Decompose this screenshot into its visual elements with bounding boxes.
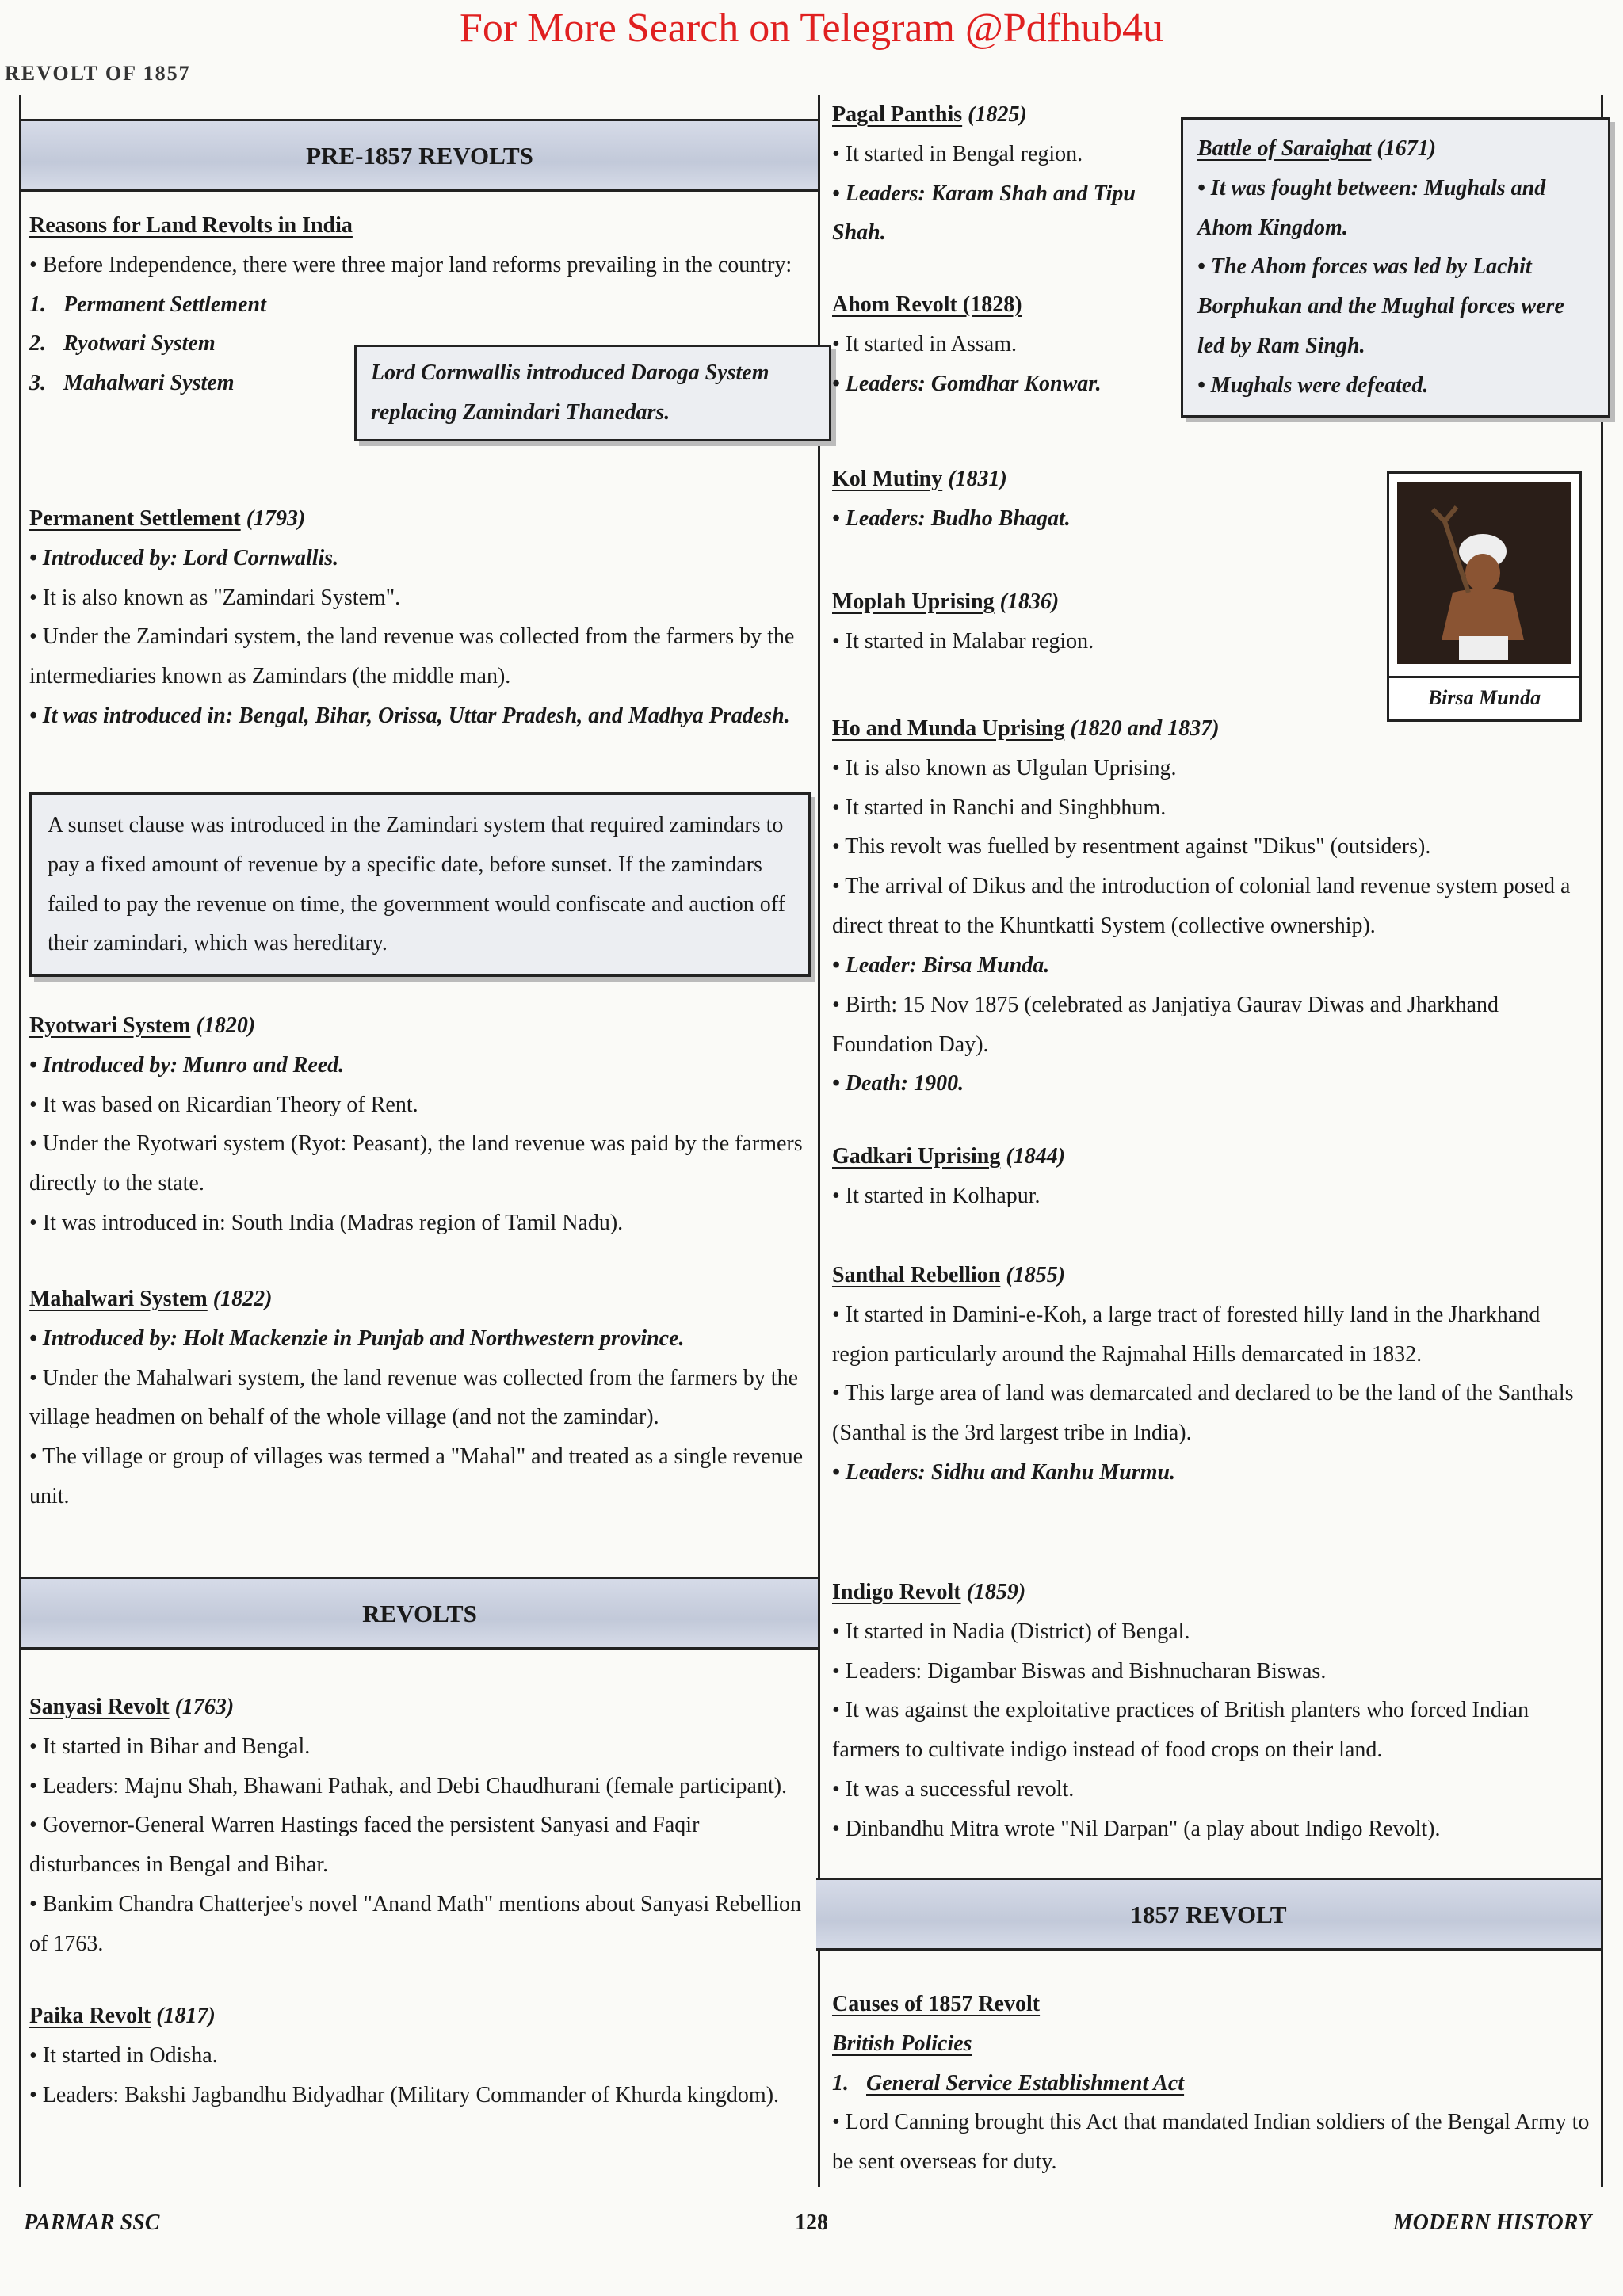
bullet: • It was against the exploitative practices of British planters who forced Indian farmers to cultivate indigo instead of food crops on their land.: [832, 1698, 1529, 1763]
bullet: • Leaders: Majnu Shah, Bhawani Pathak, and Debi Chaudhurani (female participant).: [29, 1773, 788, 1798]
bullet: • It was introduced in: Bengal, Bihar, Orissa, Uttar Pradesh, and Madhya Pradesh.: [29, 704, 790, 729]
bullet: • It started in Damini-e-Koh, a large tract of forested hilly land in the Jharkhand region particularly around the Rajmahal Hills demarcated in 1832.: [832, 1302, 1541, 1367]
footer-subject: MODERN HISTORY: [1392, 2210, 1591, 2235]
bullet: • It started in Ranchi and Singhbhum.: [832, 795, 1167, 820]
sunset-clause-box: A sunset clause was introduced in the Zamindari system that required zamindars to pay a fixed amount of revenue by a specific date, before sunset. If the zamindars failed to pay the revenue on time, the government would confiscate and auction off their zamindari, which was hereditary.: [29, 792, 811, 977]
bullet: • It was based on Ricardian Theory of Rent.: [29, 1092, 418, 1117]
bullet: • It is also known as Ulgulan Uprising.: [832, 755, 1177, 780]
bullet: • The arrival of Dikus and the introduction of colonial land revenue system posed a direct threat to the Khuntkatti System (collective ownership).: [832, 874, 1571, 939]
bullet: • The Ahom forces was led by Lachit Borphukan and the Mughal forces were led by Ram Singh.: [1197, 254, 1564, 359]
saraighat-box: Battle of Saraighat (1671) • It was fought between: Mughals and Ahom Kingdom. • The Ahom forces was led by Lachit Borphukan and the Mughal forces were led by Ram Singh. • Mughals were defeated.: [1181, 117, 1610, 418]
bullet: • It started in Kolhapur.: [832, 1183, 1041, 1208]
sanyasi-block: Sanyasi Revolt (1763) • It started in Bihar and Bengal. • Leaders: Majnu Shah, Bhawani Pathak, and Debi Chaudhurani (female participant). • Governor-General Warren Hastings faced the persistent Sanyasi and Faqir disturbances in Bengal and Bihar. • Bankim Chandra Chatterjee's novel "Anand Math" mentions about Sanyasi Rebellion of 1763.: [29, 1688, 814, 1964]
list-item: 3. Mahalwari System: [29, 371, 235, 396]
bullet: • Leaders: Digambar Biswas and Bishnucharan Biswas.: [832, 1658, 1327, 1684]
sanyasi-title: Sanyasi Revolt: [29, 1695, 170, 1719]
bullet: • It started in Odisha.: [29, 2042, 218, 2068]
bullet: • It started in Assam.: [832, 331, 1017, 357]
list-item: 2. Ryotwari System: [29, 331, 216, 357]
ahom-block: [832, 285, 1181, 403]
santhal-title: Santhal Rebellion: [832, 1263, 1001, 1287]
left-column: [19, 95, 820, 2187]
bullet: • It started in Bengal region.: [832, 141, 1083, 166]
santhal-block: Santhal Rebellion (1855) • It started in Damini-e-Koh, a large tract of forested hilly land in the Jharkhand region particularly around the Rajmahal Hills demarcated in 1832. • This large area of land was demarcated and declared to be the land of the Santhals (Santhal is the 3rd largest tribe in India). • Leaders: Sidhu and Kanhu Murmu.: [832, 1256, 1601, 1493]
bullet: • Leaders: Karam Shah and Tipu Shah.: [832, 181, 1136, 246]
saraighat-title: Battle of Saraighat: [1197, 136, 1372, 161]
bullet: • Leaders: Sidhu and Kanhu Murmu.: [832, 1460, 1176, 1486]
indigo-title: Indigo Revolt: [832, 1580, 961, 1604]
bullet: • Introduced by: Lord Cornwallis.: [29, 545, 339, 570]
cornwallis-note-box: Lord Cornwallis introduced Daroga System replacing Zamindari Thanedars.: [354, 345, 831, 441]
bullet: • Bankim Chandra Chatterjee's novel "Anand Math" mentions about Sanyasi Rebellion of 1763.: [29, 1892, 801, 1956]
bullet: • Lord Canning brought this Act that mandated Indian soldiers of the Bengal Army to be sent overseas for duty.: [832, 2110, 1590, 2175]
bullet: • The village or group of villages was termed a "Mahal" and treated as a single revenue unit.: [29, 1444, 804, 1509]
bullet: • It started in Bihar and Bengal.: [29, 1733, 311, 1759]
bullet: • Introduced by: Holt Mackenzie in Punjab and Northwestern province.: [29, 1325, 685, 1351]
british-policies-subtitle: British Policies: [832, 2031, 972, 2056]
kol-title: Kol Mutiny: [832, 467, 943, 491]
section-heading-1857: 1857 REVOLT: [816, 1878, 1601, 1951]
causes-title: Causes of 1857 Revolt: [832, 1992, 1041, 2016]
ryotwari-block: Ryotwari System (1820) • Introduced by: Munro and Reed. • It was based on Ricardian Theory of Rent. • Under the Ryotwari system (Ryot: Peasant), the land revenue was paid by the farmers directly to the state. • It was introduced in: South India (Madras region of Tamil Nadu).: [29, 1006, 814, 1243]
footer-publisher: PARMAR SSC: [24, 2210, 160, 2235]
bullet: • Leaders: Budho Bhagat.: [832, 505, 1071, 531]
paika-block: Paika Revolt (1817) • It started in Odisha. • Leaders: Bakshi Jagbandhu Bidyadhar (Military Commander of Khurda kingdom).: [29, 1997, 814, 2115]
portrait-image: [1389, 474, 1579, 672]
ryotwari-title: Ryotwari System: [29, 1013, 191, 1038]
mahalwari-block: Mahalwari System (1822) • Introduced by: Holt Mackenzie in Punjab and Northwestern province. • Under the Mahalwari system, the land revenue was collected from the farmers by the village headmen on behalf of the whole village (and not the zamindar). • The village or group of villages was termed a "Mahal" and treated as a single revenue unit.: [29, 1280, 814, 1516]
land-reasons-title: Reasons for Land Revolts in India: [29, 213, 353, 238]
bullet: • Leaders: Bakshi Jagbandhu Bidyadhar (Military Commander of Khurda kingdom).: [29, 2082, 780, 2107]
page-content: [16, 95, 1601, 2187]
birsa-munda-photo: [1387, 471, 1582, 722]
bullet: • It was fought between: Mughals and Ahom Kingdom.: [1197, 175, 1546, 240]
bullet: • Birth: 15 Nov 1875 (celebrated as Janjatiya Gaurav Diwas and Jharkhand Foundation Day).: [832, 992, 1499, 1057]
right-column: [816, 95, 1603, 2187]
land-reasons-text: • Before Independence, there were three major land reforms prevailing in the country:: [29, 252, 792, 277]
list-item: 1. General Service Establishment Act: [832, 2070, 1185, 2096]
ho-munda-block: Ho and Munda Uprising (1820 and 1837) • It is also known as Ulgulan Uprising. • It started in Ranchi and Singhbhum. • This revolt was fuelled by resentment against "Dikus" (outsiders). • The arrival of Dikus and the introduction of colonial land revenue system posed a direct threat to the Khuntkatti System (collective ownership). • Leader: Birsa Munda. • Birth: 15 Nov 1875 (celebrated as Janjatiya Gaurav Diwas and Jharkhand Foundation Day). • Death: 1900.: [832, 709, 1601, 1104]
bullet: • Dinbandhu Mitra wrote "Nil Darpan" (a play about Indigo Revolt).: [832, 1816, 1441, 1841]
telegram-banner: For More Search on Telegram @Pdfhub4u: [459, 6, 1164, 51]
list-item: 1. Permanent Settlement: [29, 292, 266, 317]
bullet: • It started in Malabar region.: [832, 628, 1094, 654]
indigo-block: Indigo Revolt (1859) • It started in Nadia (District) of Bengal. • Leaders: Digambar Biswas and Bishnucharan Biswas. • It was against the exploitative practices of British planters who forced Indian farmers to cultivate indigo instead of food crops on their land. • It was a successful revolt. • Dinbandhu Mitra wrote "Nil Darpan" (a play about Indigo Revolt).: [832, 1573, 1601, 1849]
permanent-settlement-title: Permanent Settlement: [29, 506, 241, 531]
moplah-title: Moplah Uprising: [832, 589, 995, 614]
causes-block: [832, 1985, 1601, 2182]
gadkari-title: Gadkari Uprising: [832, 1144, 1001, 1169]
bullet: • Under the Mahalwari system, the land revenue was collected from the farmers by the village headmen on behalf of the whole village (and not the zamindar).: [29, 1365, 799, 1430]
bullet: • Governor-General Warren Hastings faced the persistent Sanyasi and Faqir disturbances in Bengal and Bihar.: [29, 1813, 700, 1878]
bullet: • Introduced by: Munro and Reed.: [29, 1052, 345, 1077]
bullet: • Mughals were defeated.: [1197, 372, 1429, 398]
mahalwari-title: Mahalwari System: [29, 1287, 208, 1311]
paika-title: Paika Revolt: [29, 2004, 151, 2028]
pagal-panthis-block: Pagal Panthis (1825) • It started in Bengal region. • Leaders: Karam Shah and Tipu Shah.: [832, 95, 1181, 253]
moplah-block: Moplah Uprising (1836) • It started in Malabar region.: [832, 582, 1371, 662]
bullet: • It was a successful revolt.: [832, 1777, 1075, 1802]
bullet: • This revolt was fuelled by resentment against "Dikus" (outsiders).: [832, 834, 1431, 860]
section-heading-revolts: REVOLTS: [21, 1577, 818, 1650]
kol-block: Kol Mutiny (1831) • Leaders: Budho Bhagat.: [832, 460, 1371, 539]
bullet: • This large area of land was demarcated and declared to be the land of the Santhals (Santhal is the 3rd largest tribe in India).: [832, 1381, 1574, 1446]
running-head: REVOLT OF 1857: [5, 62, 191, 85]
bullet: • It started in Nadia (District) of Bengal.: [832, 1619, 1190, 1644]
gadkari-block: Gadkari Uprising (1844) • It started in Kolhapur.: [832, 1137, 1601, 1216]
bullet: • It is also known as "Zamindari System".: [29, 585, 401, 610]
bullet: • It was introduced in: South India (Madras region of Tamil Nadu).: [29, 1211, 624, 1236]
ho-munda-title: Ho and Munda Uprising: [832, 716, 1065, 741]
bullet: • Leaders: Gomdhar Konwar.: [832, 371, 1102, 396]
photo-caption: Birsa Munda: [1389, 676, 1579, 710]
page-number: 128: [795, 2210, 828, 2235]
bullet: • Under the Ryotwari system (Ryot: Peasant), the land revenue was paid by the farmers directly to the state.: [29, 1131, 803, 1196]
permanent-settlement-block: Permanent Settlement (1793) • Introduced by: Lord Cornwallis. • It is also known as "Zamindari System". • Under the Zamindari system, the land revenue was collected from the farmers by the intermediaries known as Zamindars (the middle man). • It was introduced in: Bengal, Bihar, Orissa, Uttar Pradesh, and Madhya Pradesh.: [29, 499, 814, 736]
bullet: • Leader: Birsa Munda.: [832, 952, 1050, 978]
bullet: • Death: 1900.: [832, 1071, 964, 1097]
section-heading-pre-1857: PRE-1857 REVOLTS: [21, 119, 818, 192]
bullet: • Under the Zamindari system, the land revenue was collected from the farmers by the intermediaries known as Zamindars (the middle man).: [29, 624, 795, 689]
ahom-title: Ahom Revolt (1828): [832, 292, 1022, 317]
pagal-panthis-title: Pagal Panthis: [832, 102, 963, 127]
